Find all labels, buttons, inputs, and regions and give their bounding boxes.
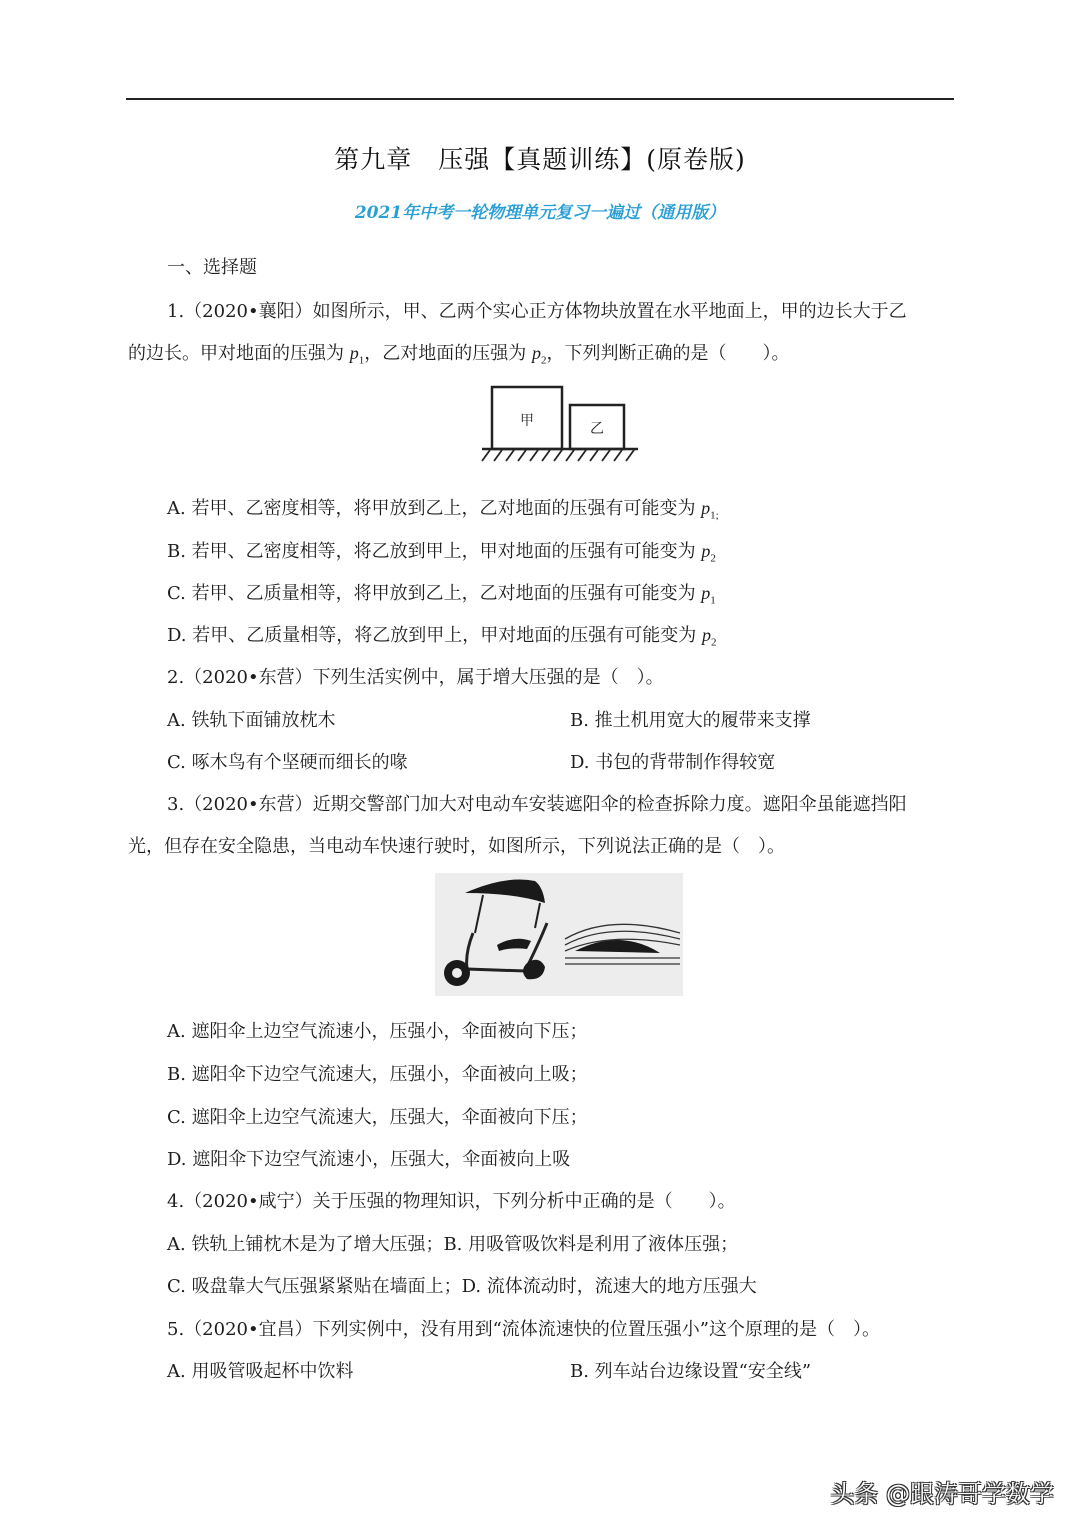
scooter-umbrella-figure (435, 873, 683, 996)
q3-option-b: B. 遮阳伞下边空气流速大，压强小，伞面被向上吸； (167, 1064, 588, 1085)
var-p: $p_{1;}$ (701, 498, 719, 522)
q2-option-d: D. 书包的背带制作得较宽 (570, 752, 776, 773)
q2-option-b: B. 推土机用宽大的履带来支撑 (570, 710, 811, 731)
q2-stem: 2.（2020•东营）下列生活实例中，属于增大压强的是（ ）。 (167, 667, 664, 688)
option-text: D. 若甲、乙质量相等，将乙放到甲上，甲对地面的压强有可能变为 (167, 625, 702, 646)
label-jia: 甲 (520, 413, 534, 429)
page-title: 第九章 压强【真题训练】(原卷版) (334, 145, 746, 174)
var-p2: $p_2$ (531, 343, 547, 367)
q1-stem-suffix: ，下列判断正确的是（ ）。 (546, 343, 790, 364)
option-text: C. 若甲、乙质量相等，将甲放到乙上，乙对地面的压强有可能变为 (167, 583, 702, 604)
option-text: B. 若甲、乙密度相等，将乙放到甲上，甲对地面的压强有可能变为 (167, 541, 702, 562)
q4-options-cd: C. 吸盘靠大气压强紧紧贴在墙面上；D. 流体流动时，流速大的地方压强大 (167, 1276, 757, 1297)
q1-stem-line2 (128, 339, 789, 367)
section-heading: 一、选择题 (167, 257, 257, 278)
var-p: $p_2$ (701, 541, 716, 565)
watermark: 头条 @跟涛哥学数学 (830, 1480, 1054, 1508)
q3-stem-line2: 光，但存在安全隐患，当电动车快速行驶时，如图所示，下列说法正确的是（ ）。 (128, 836, 785, 857)
q3-option-d: D. 遮阳伞下边空气流速小，压强大，伞面被向上吸 (167, 1149, 571, 1170)
q1-option-d (167, 621, 716, 649)
q3-stem-line1: 3.（2020•东营）近期交警部门加大对电动车安装遮阳伞的检查拆除力度。遮阳伞虽能遮挡阳 (167, 794, 907, 815)
q1-stem-mid: ，乙对地面的压强为 (364, 343, 532, 364)
q2-option-a: A. 铁轨下面铺放枕木 (167, 710, 336, 731)
q5-option-a: A. 用吸管吸起杯中饮料 (167, 1361, 354, 1382)
page-subtitle: 2021年中考一轮物理单元复习一遍过（通用版） (354, 203, 726, 223)
q2-option-c: C. 啄木鸟有个坚硬而细长的喙 (167, 752, 408, 773)
var-p: $p_1$ (701, 583, 716, 607)
q3-option-c: C. 遮阳伞上边空气流速大，压强大，伞面被向下压； (167, 1107, 588, 1128)
q1-option-a (167, 494, 719, 522)
top-rule (126, 98, 954, 100)
q3-option-a: A. 遮阳伞上边空气流速小，压强小，伞面被向下压； (167, 1021, 588, 1042)
q1-option-c (167, 579, 716, 607)
var-p1: $p_1$ (349, 343, 365, 367)
var-p: $p_2$ (701, 625, 717, 649)
q1-option-b (167, 537, 716, 565)
option-text: A. 若甲、乙密度相等，将甲放到乙上，乙对地面的压强有可能变为 (167, 498, 702, 519)
q5-stem: 5.（2020•宜昌）下列实例中，没有用到“流体流速快的位置压强小”这个原理的是（ ）。 (167, 1319, 881, 1340)
blocks-figure (480, 385, 640, 467)
q1-stem-prefix: 的边长。甲对地面的压强为 (128, 343, 350, 364)
q4-options-ab: A. 铁轨上铺枕木是为了增大压强；B. 用吸管吸饮料是利用了液体压强； (167, 1234, 739, 1255)
q5-option-b: B. 列车站台边缘设置“安全线” (570, 1361, 812, 1382)
label-yi: 乙 (590, 421, 604, 437)
q4-stem: 4.（2020•咸宁）关于压强的物理知识，下列分析中正确的是（ ）。 (167, 1191, 736, 1212)
q1-stem-line1: 1.（2020•襄阳）如图所示，甲、乙两个实心正方体物块放置在水平地面上，甲的边长大于乙 (167, 301, 907, 322)
